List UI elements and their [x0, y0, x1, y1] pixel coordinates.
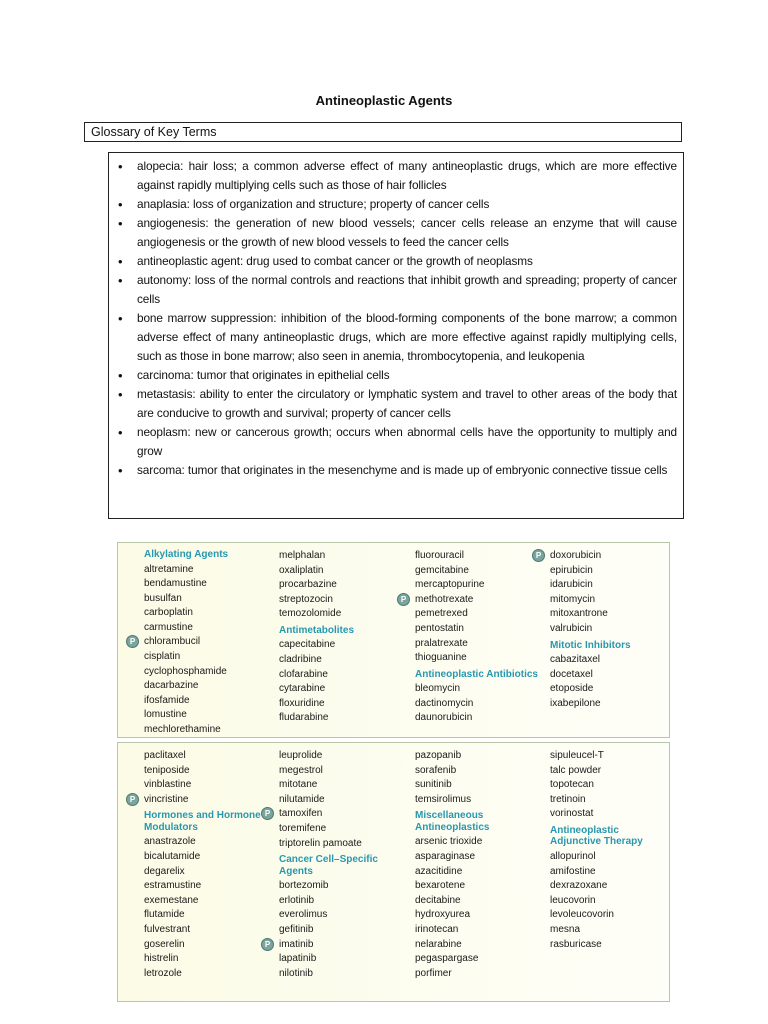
drug-name — [144, 850, 264, 865]
drug-label: leuprolide — [279, 750, 323, 761]
drug-label: everolimus — [279, 909, 328, 921]
drug-name — [550, 564, 668, 579]
drug-name — [550, 894, 668, 909]
drug-label: oxaliplatin — [279, 564, 324, 576]
drug-name — [279, 711, 399, 726]
category-label: Mitotic Inhibitors — [550, 639, 631, 651]
drug-name — [144, 894, 264, 909]
drug-label: mitomycin — [550, 593, 596, 605]
drug-label: mechlorethamine — [144, 724, 221, 736]
drug-name — [279, 578, 399, 593]
drug-name — [415, 850, 540, 865]
drug-label: doxorubicin — [550, 550, 602, 561]
drug-name — [144, 563, 264, 578]
drug-name — [550, 807, 668, 822]
drug-name — [415, 651, 540, 666]
drug-name — [279, 894, 399, 909]
drug-table-bottom — [117, 742, 670, 1002]
drug-name — [144, 650, 264, 665]
drug-label: bicalutamide — [144, 850, 201, 862]
drug-name — [279, 967, 399, 982]
drug-name — [279, 749, 399, 764]
drug-label: pegaspargase — [415, 953, 479, 965]
drug-label: pemetrexed — [415, 608, 468, 620]
table-column — [550, 749, 668, 952]
drug-name — [279, 822, 399, 837]
glossary-item: • bone marrow suppression: inhibition of the blood-forming components of the bone marrow; a common adverse effect of many antineoplastic drugs, which are more effective against rapidly multiplying cells, such as those in bone marrow; also seen in anemia, thrombocytopenia, and leukopenia — [115, 309, 677, 366]
drug-name — [264, 807, 399, 822]
drug-name — [415, 793, 540, 808]
drug-name — [144, 708, 264, 723]
prototype-icon: P — [261, 807, 274, 820]
drug-label: mesna — [550, 923, 581, 935]
drug-label: gefitinib — [279, 923, 314, 935]
drug-label: methotrexate — [415, 593, 474, 605]
drug-name — [415, 637, 540, 652]
drug-label: letrozole — [144, 967, 182, 979]
category-label: Cancer Cell–Specific Agents — [279, 854, 378, 877]
drug-name — [415, 764, 540, 779]
drug-label: anastrazole — [144, 836, 196, 848]
drug-label: allopurinol — [550, 850, 596, 862]
drug-label: ifosfamide — [144, 694, 190, 706]
drug-name — [550, 764, 668, 779]
drug-name — [144, 694, 264, 709]
glossary-item: • anaplasia: loss of organization and structure; property of cancer cells — [115, 195, 677, 214]
category-heading — [279, 625, 399, 637]
drug-name — [144, 577, 264, 592]
drug-label: idarubicin — [550, 579, 593, 591]
drug-name — [415, 682, 540, 697]
drug-name — [415, 967, 540, 982]
drug-name — [144, 952, 264, 967]
drug-name — [550, 850, 668, 865]
drug-label: gemcitabine — [415, 564, 469, 576]
drug-label: temsirolimus — [415, 793, 472, 805]
drug-name — [415, 549, 540, 564]
drug-label: mitotane — [279, 779, 318, 791]
drug-name — [550, 622, 668, 637]
drug-name — [144, 621, 264, 636]
drug-label: nilotinib — [279, 967, 313, 979]
drug-label: teniposide — [144, 764, 190, 776]
category-heading — [550, 825, 668, 848]
drug-name — [415, 865, 540, 880]
drug-label: bortezomib — [279, 880, 329, 892]
prototype-icon: P — [126, 635, 139, 648]
table-column — [264, 749, 399, 981]
glossary-item: • metastasis: ability to enter the circulatory or lymphatic system and travel to other areas of the body that are conducive to growth and survival; property of cancer cells — [115, 385, 677, 423]
drug-name — [550, 923, 668, 938]
drug-name — [144, 749, 264, 764]
drug-label: exemestane — [144, 894, 199, 906]
drug-label: sipuleucel-T — [550, 750, 604, 761]
drug-name — [144, 764, 264, 779]
drug-name — [144, 967, 264, 982]
drug-name — [550, 653, 668, 668]
drug-table-top — [117, 542, 670, 738]
drug-label: sunitinib — [415, 779, 452, 791]
glossary-item: • sarcoma: tumor that originates in the mesenchyme and is made up of embryonic connective tissue cells — [115, 461, 677, 480]
drug-name — [279, 593, 399, 608]
drug-name — [279, 638, 399, 653]
drug-name — [415, 778, 540, 793]
drug-name — [550, 865, 668, 880]
glossary-item: • neoplasm: new or cancerous growth; occurs when abnormal cells have the opportunity to multiply and grow — [115, 423, 677, 461]
drug-name — [144, 879, 264, 894]
drug-label: estramustine — [144, 880, 202, 892]
table-column — [129, 549, 264, 738]
prototype-icon: P — [532, 549, 545, 562]
table-column — [535, 549, 668, 711]
category-heading — [550, 640, 668, 652]
drug-label: fluorouracil — [415, 550, 464, 561]
drug-name — [144, 665, 264, 680]
drug-label: imatinib — [279, 938, 314, 950]
prototype-icon: P — [126, 793, 139, 806]
drug-name — [279, 793, 399, 808]
drug-name — [550, 668, 668, 683]
drug-label: hydroxyurea — [415, 909, 471, 921]
drug-label: irinotecan — [415, 923, 459, 935]
drug-label: decitabine — [415, 894, 461, 906]
drug-label: vincristine — [144, 793, 189, 805]
category-heading — [279, 854, 399, 877]
drug-name — [144, 606, 264, 621]
drug-name — [279, 697, 399, 712]
drug-name — [144, 908, 264, 923]
drug-name — [279, 778, 399, 793]
drug-label: tamoxifen — [279, 808, 323, 820]
drug-name — [415, 607, 540, 622]
drug-name — [144, 679, 264, 694]
drug-name — [415, 564, 540, 579]
category-label: Antineoplastic Antibiotics — [415, 668, 538, 680]
drug-label: chlorambucil — [144, 636, 201, 648]
drug-label: tretinoin — [550, 793, 586, 805]
drug-label: arsenic trioxide — [415, 836, 483, 848]
drug-name — [415, 697, 540, 712]
drug-name — [279, 564, 399, 579]
category-label: Antineoplastic Adjunctive Therapy — [550, 824, 643, 848]
drug-name — [279, 923, 399, 938]
drug-label: nilutamide — [279, 793, 325, 805]
glossary-item: • angiogenesis: the generation of new blood vessels; cancer cells release an enzyme that will cause angiogenesis or the growth of new blood vessels to feed the cancer cells — [115, 214, 677, 252]
drug-label: capecitabine — [279, 639, 336, 651]
drug-name — [550, 938, 668, 953]
drug-label: busulfan — [144, 592, 182, 604]
glossary-item: • antineoplastic agent: drug used to combat cancer or the growth of neoplasms — [115, 252, 677, 271]
drug-label: bexarotene — [415, 880, 466, 892]
glossary-box — [108, 152, 684, 519]
table-column — [129, 749, 264, 981]
drug-label: amifostine — [550, 865, 596, 877]
table-column — [400, 549, 540, 726]
drug-label: topotecan — [550, 779, 594, 791]
drug-name — [550, 682, 668, 697]
drug-label: dexrazoxane — [550, 880, 608, 892]
category-heading — [144, 810, 264, 833]
table-column — [415, 749, 540, 981]
drug-label: mitoxantrone — [550, 608, 608, 620]
drug-label: lapatinib — [279, 953, 317, 965]
drug-label: streptozocin — [279, 593, 333, 605]
drug-name — [550, 908, 668, 923]
category-heading — [415, 669, 540, 681]
drug-label: fludarabine — [279, 712, 329, 724]
drug-label: epirubicin — [550, 564, 593, 576]
glossary-item: • alopecia: hair loss; a common adverse effect of many antineoplastic drugs, which are more effective against rapidly multiplying cells such as those of hair follicles — [115, 157, 677, 195]
drug-name — [144, 865, 264, 880]
drug-label: triptorelin pamoate — [279, 837, 362, 849]
drug-label: floxuridine — [279, 697, 325, 709]
drug-name — [279, 908, 399, 923]
drug-label: goserelin — [144, 938, 185, 950]
drug-label: daunorubicin — [415, 712, 473, 724]
category-label: Antimetabolites — [279, 624, 355, 636]
drug-label: toremifene — [279, 822, 327, 834]
glossary-item: • carcinoma: tumor that originates in epithelial cells — [115, 366, 677, 385]
drug-name — [415, 952, 540, 967]
drug-label: clofarabine — [279, 668, 328, 680]
drug-label: flutamide — [144, 909, 185, 921]
drug-label: nelarabine — [415, 938, 462, 950]
page-title: Antineoplastic Agents — [315, 93, 453, 108]
drug-label: rasburicase — [550, 938, 602, 950]
drug-name — [144, 938, 264, 953]
drug-label: talc powder — [550, 764, 602, 776]
drug-label: porfimer — [415, 967, 452, 979]
drug-label: degarelix — [144, 865, 185, 877]
drug-name — [279, 682, 399, 697]
table-column — [279, 549, 399, 726]
category-label: Hormones and Hormone Modulators — [144, 810, 261, 833]
category-label: Miscellaneous Antineoplastics — [415, 810, 490, 833]
drug-label: levoleucovorin — [550, 909, 614, 921]
drug-name — [415, 938, 540, 953]
category-heading — [144, 549, 264, 561]
drug-name — [144, 778, 264, 793]
drug-label: dacarbazine — [144, 680, 199, 692]
glossary-list — [115, 157, 677, 480]
prototype-icon: P — [397, 593, 410, 606]
drug-name — [279, 952, 399, 967]
drug-label: melphalan — [279, 550, 326, 561]
drug-name — [400, 593, 540, 608]
drug-label: asparaginase — [415, 850, 476, 862]
drug-label: bleomycin — [415, 683, 461, 695]
drug-label: fulvestrant — [144, 923, 191, 935]
drug-label: mercaptopurine — [415, 579, 485, 591]
drug-name — [415, 578, 540, 593]
glossary-heading: Glossary of Key Terms — [84, 122, 682, 142]
drug-label: thioguanine — [415, 652, 467, 664]
drug-label: altretamine — [144, 563, 194, 575]
drug-label: erlotinib — [279, 894, 315, 906]
drug-name — [550, 879, 668, 894]
drug-label: vorinostat — [550, 808, 594, 820]
drug-name — [264, 938, 399, 953]
drug-label: cytarabine — [279, 683, 326, 695]
drug-label: valrubicin — [550, 622, 593, 634]
drug-name — [279, 653, 399, 668]
drug-name — [144, 835, 264, 850]
drug-label: bendamustine — [144, 578, 207, 590]
drug-label: carmustine — [144, 621, 193, 633]
drug-name — [550, 778, 668, 793]
drug-name — [550, 749, 668, 764]
drug-label: carboplatin — [144, 607, 193, 619]
glossary-item: • autonomy: loss of the normal controls and reactions that inhibit growth and spreading; property of cancer cells — [115, 271, 677, 309]
category-heading — [415, 810, 540, 833]
drug-name — [129, 793, 264, 808]
drug-name — [550, 793, 668, 808]
drug-label: sorafenib — [415, 764, 457, 776]
prototype-icon: P — [261, 938, 274, 951]
drug-label: azacitidine — [415, 865, 463, 877]
drug-name — [144, 923, 264, 938]
drug-name — [415, 879, 540, 894]
drug-name — [415, 749, 540, 764]
category-label: Alkylating Agents — [144, 549, 229, 560]
drug-name — [144, 723, 264, 738]
drug-label: pentostatin — [415, 622, 464, 634]
drug-label: megestrol — [279, 764, 323, 776]
drug-label: cyclophosphamide — [144, 665, 227, 677]
drug-name — [279, 668, 399, 683]
drug-label: docetaxel — [550, 668, 593, 680]
drug-label: etoposide — [550, 683, 594, 695]
drug-label: cabazitaxel — [550, 654, 601, 666]
drug-label: cisplatin — [144, 651, 181, 663]
drug-name — [415, 923, 540, 938]
drug-name — [415, 622, 540, 637]
drug-label: temozolomide — [279, 608, 342, 620]
drug-label: cladribine — [279, 654, 322, 666]
drug-label: ixabepilone — [550, 697, 601, 709]
drug-name — [279, 879, 399, 894]
drug-label: paclitaxel — [144, 750, 186, 761]
drug-label: dactinomycin — [415, 697, 474, 709]
drug-label: procarbazine — [279, 579, 337, 591]
drug-name — [144, 592, 264, 607]
drug-name — [550, 607, 668, 622]
drug-label: pazopanib — [415, 750, 462, 761]
drug-label: pralatrexate — [415, 637, 468, 649]
drug-name — [415, 835, 540, 850]
drug-name — [550, 593, 668, 608]
drug-name — [550, 578, 668, 593]
drug-name — [415, 908, 540, 923]
drug-name — [415, 894, 540, 909]
drug-name — [550, 697, 668, 712]
drug-label: lomustine — [144, 709, 187, 721]
drug-name — [279, 549, 399, 564]
drug-label: vinblastine — [144, 779, 192, 791]
drug-name — [279, 837, 399, 852]
drug-label: leucovorin — [550, 894, 596, 906]
drug-name — [279, 607, 399, 622]
drug-label: histrelin — [144, 953, 179, 965]
drug-name — [535, 549, 668, 564]
drug-name — [415, 711, 540, 726]
drug-name — [129, 635, 264, 650]
drug-name — [279, 764, 399, 779]
